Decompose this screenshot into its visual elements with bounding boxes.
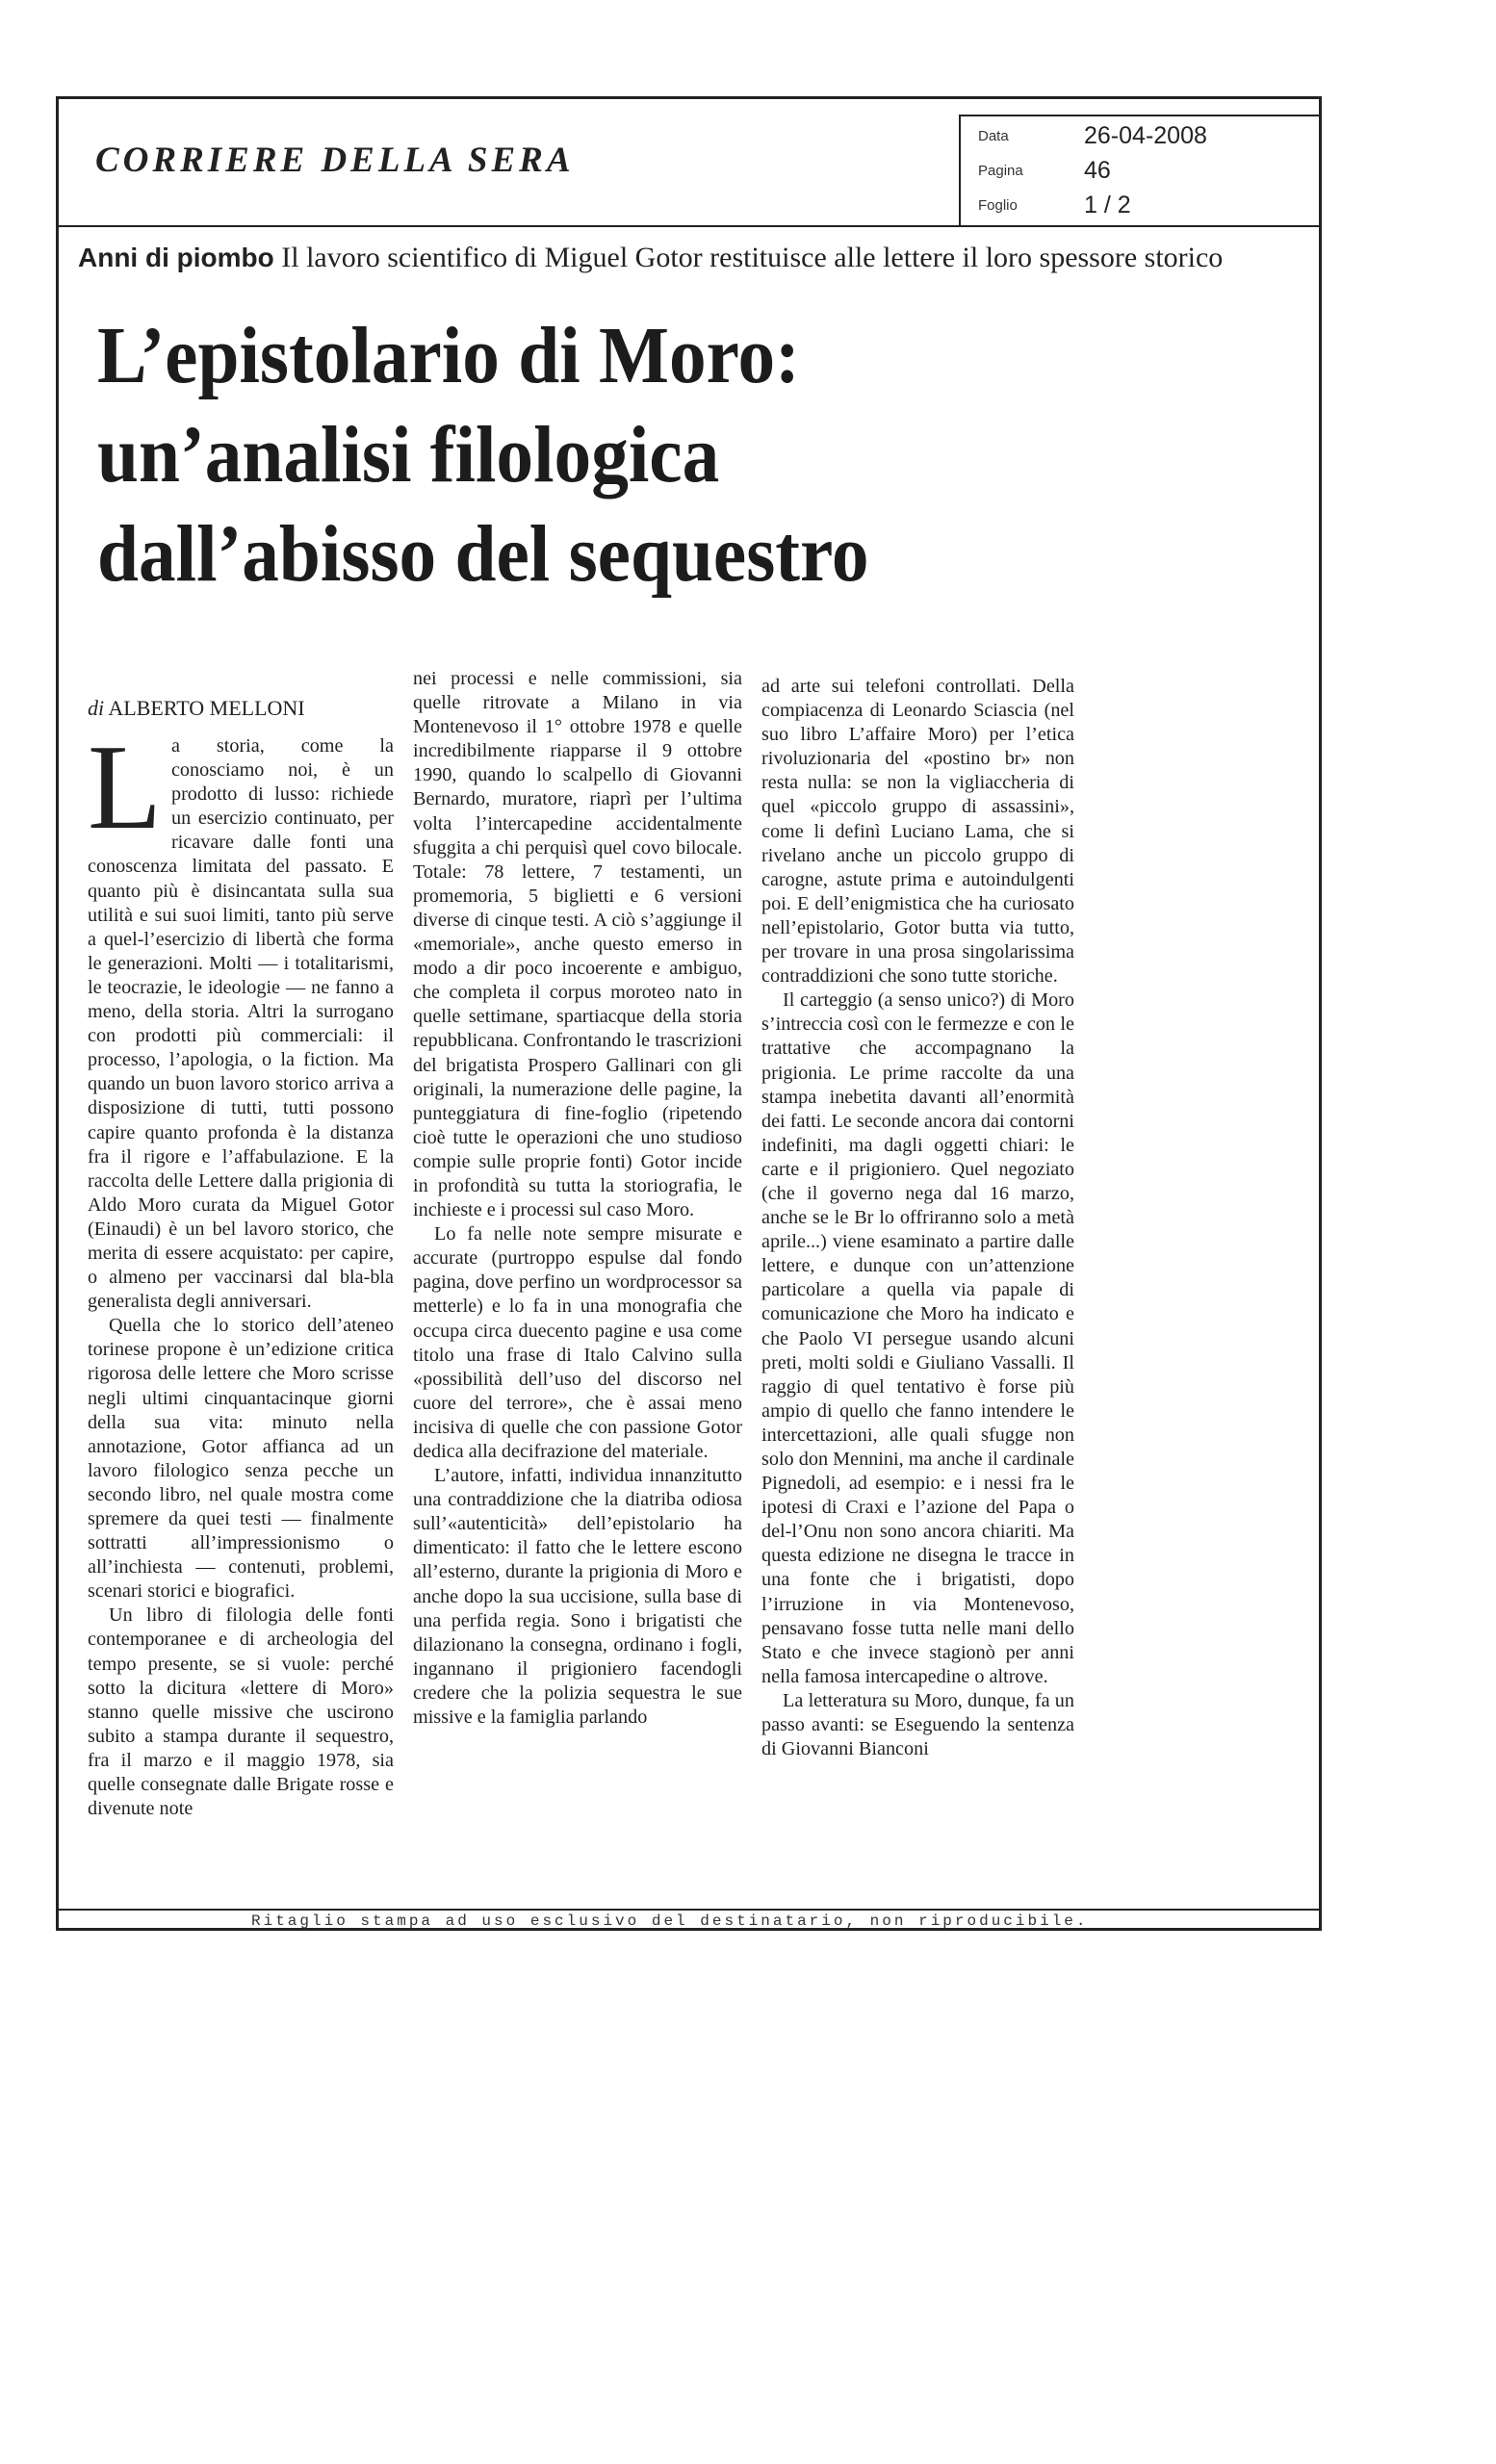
paragraph: ad arte sui telefoni controllati. Della compiacenza di Leonardo Sciascia (nel suo libro L’affaire Moro) per l’etica rivoluzionaria del «postino br» non resta nulla: se non la vigliaccheria di quel «piccolo gruppo di assassini», come li definì Luciano Lama, che si rivelano anche un piccolo gruppo di carogne, astute prima e autoindulgenti poi. E dell’enigmistica che ha curiosato nell’epistolario, Gotor butta via tutto, per trovare in una prosa singolarissima contraddizioni che sono tutte storiche. (761, 676, 1074, 988)
article-column-2 (413, 667, 742, 1730)
byline-prefix: di (88, 696, 105, 720)
clipping-header (59, 99, 1319, 227)
article-kicker (78, 242, 1223, 274)
article-headline (97, 306, 983, 603)
paragraph-text: a storia, come la conosciamo noi, è un prodotto di lusso: richiede un esercizio continuato, per ricavare dalle fonti una conoscenza limitata del passato. E quanto più è disincantata sulla sua utilità e sui suoi limiti, tanto più serve a quel-l’esercizio di libertà che forma le generazioni. Molti — i totalitarismi, le teocrazie, le ideologie — ne fanno a meno, della storia. Altri la surrogano con prodotti più commerciali: il processo, l’apologia, o la fiction. Ma quando un buon lavoro storico arriva a disposizione di tutti, tutti possono capire quanto profonda è la distanza fra il rigore e l’affabulazione. E la raccolta delle Lettere dalla prigionia di Aldo Moro curata da Miguel Gotor (Einaudi) è un bel lavoro storico, che merita di essere acquistato: per capire, o almeno per vaccinarsi dal bla-bla generalista degli anniversari. (88, 735, 394, 1313)
newspaper-masthead: CORRIERE DELLA SERA (95, 141, 575, 180)
sheet-value: 1 / 2 (1084, 192, 1131, 218)
kicker-text: Il lavoro scientifico di Miguel Gotor restituisce alle lettere il loro spessore storico (281, 242, 1224, 273)
paragraph: Quella che lo storico dell’ateneo torinese propone è un’edizione critica rigorosa delle lettere che Moro scrisse negli ultimi cinquantacinque giorni della sua vita: minuto nella annotazione, Gotor affianca ad un lavoro filologico senza pecche un secondo libro, nel quale mostra come spremere da quei testi — finalmente sottratti all’impressionismo o all’inchiesta — contenuti, problemi, scenari storici e biografici. (88, 1315, 394, 1603)
clipping-meta (959, 115, 1319, 225)
paragraph: Un libro di filologia delle fonti contemporanee e di archeologia del tempo presente, se si vuole: perché sotto la dicitura «lettere di Moro» stanno quelle missive che uscirono subito a stampa durante il sequestro, fra il marzo e il maggio 1978, sia quelle consegnate dalle Brigate rosse e divenute note (88, 1604, 394, 1820)
drop-cap: L (88, 721, 162, 855)
paragraph (88, 721, 394, 1314)
paragraph: Lo fa nelle note sempre misurate e accurate (purtroppo espulse dal fondo pagina, dove perfino un wordprocessor sa metterle) e lo fa in una monografia che occupa circa duecento pagine e usa come titolo una frase di Italo Calvino sulla «possibilità dell’uso del discorso nel cuore del terrore», che è assai meno incisiva di quelle che con passione Gotor dedica alla decifrazione del materiale. (413, 1223, 742, 1462)
page-label: Pagina (978, 163, 1023, 179)
paragraph: L’autore, infatti, individua innanzitutto una contraddizione che la diatriba odiosa sull’«autenticità» dell’epistolario ha dimenticato: il fatto che le lettere escono all’esterno, durante la prigionia di Moro e anche dopo la sua uccisione, sulla base di una perfida regia. Sono i brigatisti che dilazionano la consegna, ordinano i fogli, ingannano il prigioniero facendogli credere che la polizia sequestra le sue missive e la famiglia parlando (413, 1465, 742, 1729)
date-value: 26-04-2008 (1084, 122, 1207, 149)
date-label: Data (978, 128, 1009, 144)
page-value: 46 (1084, 157, 1111, 184)
article-column-1 (88, 721, 394, 1821)
paragraph: Il carteggio (a senso unico?) di Moro s’intreccia così con le fermezze e con le trattative che accompagnano la prigionia. Le prime raccolte da una stampa inebetita davanti all’enormità dei fatti. Le seconde ancora dai contorni indefiniti, ma dagli oggetti chiari: le carte e il prigioniero. Quel negoziato (che il governo nega dal 16 marzo, anche se le Br lo offriranno solo a metà aprile...) viene esaminato a partire dalle lettere, e dunque con un’attenzione particolare a quella via papale di comunicazione che Moro ha indicato e che Paolo VI persegue usando alcuni preti, molti soldi e Giuliano Vassalli. Il raggio di quel tentativo è forse più ampio di quello che fanno intendere le intercettazioni, alle quali sfugge non solo don Mennini, ma anche il cardinale Pignedoli, ad esempio: e i nessi fra le ipotesi di Craxi e l’azione del Papa o del-l’Onu non sono ancora chiariti. Ma questa edizione ne disegna le tracce in una fonte che i brigatisti, dopo l’irruzione in via Montenevoso, pensavano fosse tutta nelle mani dello Stato e che invece stagionò per anni nella famosa intercapedine o altrove. (761, 989, 1074, 1687)
paragraph: nei processi e nelle commissioni, sia quelle ritrovate a Milano in via Montenevoso il 1° ottobre 1978 e quelle incredibilmente riapparse il 9 ottobre 1990, quando lo scalpello di Giovanni Bernardo, muratore, riaprì per l’ultima volta l’intercapedine accidentalmente sfuggita a chi perquisì quel covo bilocale. Totale: 78 lettere, 7 testamenti, un promemoria, 5 biglietti e 6 versioni diverse di cinque testi. A ciò s’aggiunge il «memoriale», anche questo emerso in modo a dir poco incoerente e ambiguo, che completa il corpus moroteo nato in quelle settimane, spartiacque della storia repubblicana. Confrontando le trascrizioni del brigatista Prospero Gallinari con gli originali, la numerazione delle pagine, la punteggiatura di fine-foglio (ripetendo cioè tutte le operazioni che uno studioso compie sulle proprie fonti) Gotor incide in profondità su tutta la storiografia, le inchieste e i processi sul caso Moro. (413, 668, 742, 1221)
headline-line: dall’abisso del sequestro (97, 509, 869, 599)
headline-line: un’analisi filologica (97, 410, 720, 500)
reproduction-notice: Ritaglio stampa ad uso esclusivo del destinatario, non riproducibile. (251, 1912, 1089, 1930)
kicker-section: Anni di piombo (78, 243, 274, 272)
paragraph: La letteratura su Moro, dunque, fa un passo avanti: se Eseguendo la sentenza di Giovanni Bianconi (761, 1689, 1074, 1760)
clipping-frame (56, 96, 1322, 1931)
headline-line: L’epistolario di Moro: (97, 311, 800, 400)
sheet-label: Foglio (978, 197, 1018, 214)
article-column-3 (761, 675, 1074, 1761)
article-byline (88, 696, 305, 721)
byline-author: ALBERTO MELLONI (108, 696, 305, 720)
